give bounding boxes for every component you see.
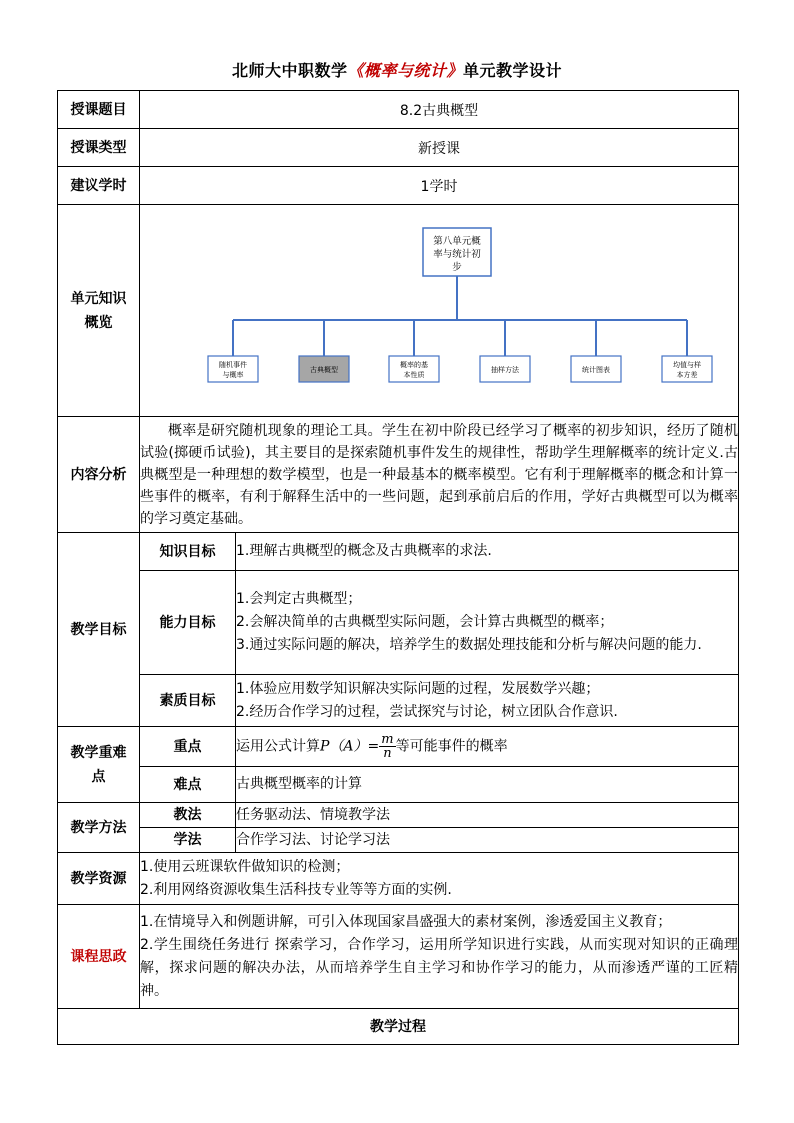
quality-goal-label: 素质目标 (140, 675, 236, 727)
child-node-1-line2: 与概率 (222, 370, 244, 379)
resources-item-2: 2.利用网络资源收集生活科技专业等等方面的实例. (140, 881, 452, 898)
keypoints-label-line2: 点 (91, 768, 106, 785)
goals-label: 教学目标 (58, 533, 140, 727)
ideology-content (140, 905, 739, 1009)
analysis-label: 内容分析 (58, 417, 140, 533)
ideology-item-1: 1.在情境导入和例题讲解，可引入体现国家昌盛强大的素材案例，渗透爱国主义教育； (140, 913, 672, 930)
topic-value: 8.2古典概型 (140, 91, 739, 129)
teaching-method-value: 任务驱动法、情境教学法 (236, 803, 739, 828)
overview-label-line2: 概览 (84, 314, 113, 331)
root-node-line3: 步 (452, 261, 462, 273)
knowledge-goal-item-1: 1.理解古典概型的概念及古典概率的求法. (236, 543, 492, 559)
fraction-denominator: n (383, 746, 392, 761)
row-ideology (58, 905, 739, 1009)
document-title (0, 58, 794, 81)
child-node-2-line1: 古典概型 (310, 365, 338, 374)
child-node-1-line1: 随机事件 (219, 360, 247, 369)
ability-goal-content (236, 571, 739, 675)
key-point-prefix: 运用公式计算 (236, 738, 320, 755)
row-resources (58, 853, 739, 905)
ability-goal-item-2: 2.会解决简单的古典概型实际问题，会计算古典概型的概率； (236, 614, 614, 630)
row-goal-quality (58, 675, 739, 727)
knowledge-diagram (140, 206, 738, 416)
analysis-text: 概率是研究随机现象的理论工具。学生在初中阶段已经学习了概率的初步知识，经历了随机试验(掷硬币试验)，其主要目的是探索随机事件发生的规律性，帮助学生理解概率的统计定义.古典概型是一种理想的数学模型，也是一种最基本的概率模型。它有利于理解概率的概念和计算一些事件的概率，有利于解释生活中的一些问题，起到承前启后的作用，学好古典概型可以为概率的学习奠定基础。 (140, 417, 739, 533)
hours-value: 1学时 (140, 167, 739, 205)
key-point-suffix: 等可能事件的概率 (395, 738, 508, 755)
row-analysis (58, 417, 739, 533)
key-point-label: 重点 (140, 727, 236, 767)
formula-fraction (379, 733, 395, 760)
root-node-line2: 率与统计初 (433, 248, 481, 260)
ability-goal-item-3: 3.通过实际问题的解决，培养学生的数据处理技能和分析与解决问题的能力. (236, 637, 702, 653)
row-topic (58, 91, 739, 129)
row-keypoint (58, 727, 739, 767)
overview-label (58, 205, 140, 417)
ideology-item-2: 2.学生围绕任务进行 探索学习，合作学习，运用所学知识进行实践，从而实现对知识的正确理解，探求问题的解决办法，从而培养学生自主学习和协作学习的能力，从而渗透严谨的工匠精神。 (140, 936, 739, 999)
knowledge-diagram-cell (140, 205, 739, 417)
type-label: 授课类型 (58, 129, 140, 167)
key-point-content (236, 727, 739, 767)
resources-label: 教学资源 (58, 853, 140, 905)
learning-method-value: 合作学习法、讨论学习法 (236, 828, 739, 853)
quality-goal-content (236, 675, 739, 727)
hours-label: 建议学时 (58, 167, 140, 205)
root-node-line1: 第八单元概 (433, 235, 481, 247)
ideology-label: 课程思政 (58, 905, 140, 1009)
teaching-method-label: 教法 (140, 803, 236, 828)
type-value: 新授课 (140, 129, 739, 167)
row-type (58, 129, 739, 167)
keypoints-label-line1: 教学重难 (70, 744, 127, 761)
topic-label: 授课题目 (58, 91, 140, 129)
formula-lhs: P（A）= (320, 738, 380, 755)
methods-label: 教学方法 (58, 803, 140, 853)
row-goal-ability (58, 571, 739, 675)
child-node-4-line1: 抽样方法 (491, 365, 519, 374)
child-node-6-line2: 本方差 (676, 370, 698, 379)
resources-item-1: 1.使用云班课软件做知识的检测； (140, 858, 350, 875)
row-process (58, 1009, 739, 1045)
difficulty-value: 古典概型概率的计算 (236, 767, 739, 803)
process-heading: 教学过程 (58, 1009, 739, 1045)
ability-goal-item-1: 1.会判定古典概型； (236, 591, 362, 607)
row-overview (58, 205, 739, 417)
difficulty-label: 难点 (140, 767, 236, 803)
child-node-3-line1: 概率的基 (400, 360, 428, 369)
row-hours (58, 167, 739, 205)
child-node-6-line1: 均值与样 (673, 360, 701, 369)
child-node-3-line2: 本性质 (403, 370, 425, 379)
title-prefix: 北师大中职数学 (231, 61, 348, 80)
quality-goal-item-1: 1.体验应用数学知识解决实际问题的过程，发展数学兴趣； (236, 680, 600, 697)
title-highlight: 《概率与统计》 (347, 61, 463, 80)
row-learning-method (58, 828, 739, 853)
row-teaching-method (58, 803, 739, 828)
knowledge-goal-content (236, 533, 739, 571)
ability-goal-label: 能力目标 (140, 571, 236, 675)
fraction-numerator: m (381, 732, 394, 747)
child-node-5-line1: 统计图表 (582, 365, 610, 374)
overview-label-line1: 单元知识 (70, 290, 127, 307)
row-difficulty (58, 767, 739, 803)
resources-content (140, 853, 739, 905)
row-goal-knowledge (58, 533, 739, 571)
lesson-design-table (57, 90, 739, 1045)
title-suffix: 单元教学设计 (463, 61, 563, 80)
keypoints-label (58, 727, 140, 803)
quality-goal-item-2: 2.经历合作学习的过程，尝试探究与讨论，树立团队合作意识. (236, 703, 618, 720)
knowledge-goal-label: 知识目标 (140, 533, 236, 571)
learning-method-label: 学法 (140, 828, 236, 853)
